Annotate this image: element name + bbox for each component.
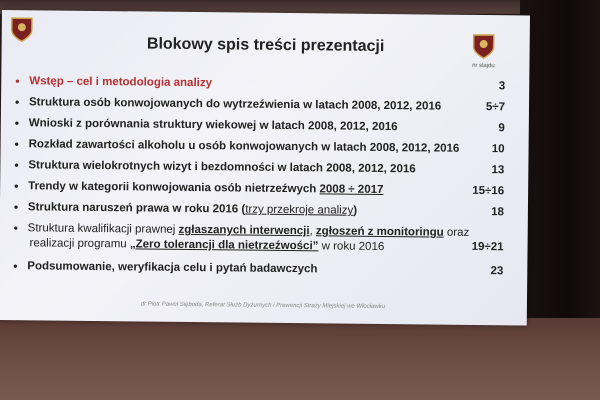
toc-item-text-part: oraz [443,226,470,239]
toc-item-underlined: zgłoszeń z monitoringu [315,225,444,239]
toc-item-text [27,222,470,254]
presentation-slide [0,10,530,326]
toc-item-text-part: Trendy w kategorii konwojowania osób nietrzeźwych [28,180,320,196]
bullet-icon: • [14,116,20,131]
bullet-icon: • [13,221,18,236]
toc-item-text: Rozkład zawartości alkoholu u osób konwojowanych w latach 2008, 2012, 2016 [28,138,460,155]
toc-item-text: Wstęp – cel i metodologia analizy [29,75,213,90]
toc-item-text: Wnioski z porównania struktury wiekowej w latach 2008, 2012, 2016 [28,117,398,134]
wall-bottom [0,318,600,400]
bullet-icon: • [13,200,19,215]
toc-item-page: 19÷21 [471,240,504,254]
toc-item-page: 23 [490,265,504,278]
bullet-icon: • [14,179,19,194]
bullet-icon: • [14,137,19,152]
toc-item-page: 9 [498,122,505,135]
toc-item-text: Struktura osób konwojowanych do wytrzeźwienia w latach 2008, 2012, 2016 [28,96,442,113]
toc-item-text-part: Struktura naruszeń prawa w roku 2016 ( [27,201,246,216]
toc-item-text: Struktura wielokrotnych wizyt i bezdomności w latach 2008, 2012, 2016 [28,159,416,176]
toc-item-underlined: 2008 ÷ 2017 [319,183,384,197]
toc-item [13,259,503,285]
toc-item-underlined: „Zero tolerancji dla nietrzeźwości” [129,238,319,253]
toc-item-text: Podsumowanie, weryfikacja celu i pytań badawczych [27,260,318,276]
bullet-icon: • [15,74,20,89]
toc-item-text [28,180,383,196]
toc-item-page: 13 [491,164,505,177]
toc-item-page: 5÷7 [485,101,506,114]
toc-item [13,221,503,264]
toc-list [13,74,505,285]
slide-footer: dr Piotr Paweł Sięboda, Referat Służb Dyżurnych i Prewencji Straży Miejskiej we Włocławku [140,301,386,311]
bullet-icon: • [13,259,18,274]
toc-item-text-part: ) [353,204,358,217]
toc-item-text-part: , [309,225,317,238]
bullet-icon: • [14,95,20,110]
toc-item-text-part: Struktura kwalifikacji prawnej [27,222,179,236]
toc-item-second-line [29,237,384,253]
toc-item-text-part: w roku 2016 [318,240,385,254]
toc-item-page: 18 [491,206,504,219]
toc-item-underlined: zgłaszanych interwencji [178,223,310,238]
toc-item-text [28,201,357,216]
slide-title: Blokowy spis treści prezentacji [146,35,385,56]
toc-item-page: 10 [491,143,505,156]
toc-item-page: 3 [498,80,506,93]
bullet-icon: • [14,158,19,173]
toc-item-text-part: realizacji programu [29,237,130,251]
toc-item-page: 15÷16 [472,184,505,198]
slide-number-label: nr slajdu [472,62,495,70]
toc-item-underlined: trzy przekroje analizy [245,203,354,217]
